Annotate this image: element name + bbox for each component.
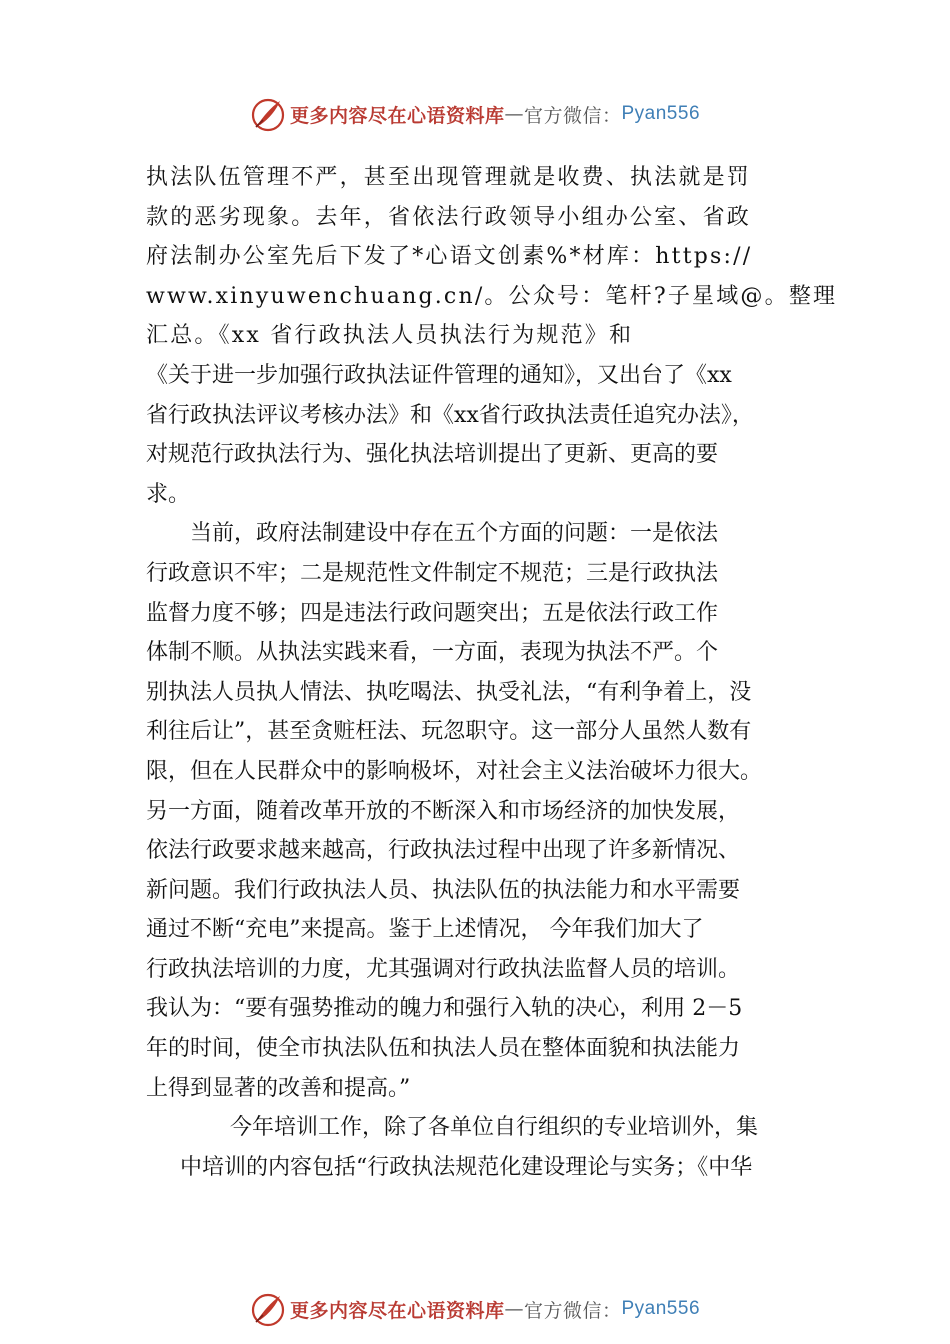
text-line: 省行政执法评议考核办法》和《xx省行政执法责任追究办法》，: [146, 402, 754, 428]
text-line: 依法行政要求越来越高，行政执法过程中出现了许多新情况、: [146, 838, 741, 864]
banner-wechat-id: Pyan556: [621, 1298, 701, 1319]
paragraph-start-line: 今年培训工作，除了各单位自行组织的专业培训外，集: [230, 1115, 759, 1141]
text-line: 别执法人员执人情法、执吃喝法、执受礼法，“有利争着上，没: [146, 679, 752, 705]
text-line: 行政执法培训的力度，尤其强调对行政执法监督人员的培训。: [146, 956, 741, 982]
document-body: [146, 158, 846, 1187]
text-line: 行政意识不牢；二是规范性文件制定不规范；三是行政执法: [146, 560, 719, 586]
header-watermark: [0, 94, 950, 134]
banner-library-text: 更多内容尽在心语资料库: [289, 1299, 505, 1322]
text-line: 《关于进一步加强行政执法证件管理的通知》，又出台了《xx: [146, 362, 732, 388]
footer-watermark: [0, 1289, 950, 1329]
text-line: 对规范行政执法行为、强化执法培训提出了更新、更高的要: [146, 442, 719, 468]
banner-dash: —: [504, 1298, 524, 1320]
text-line: 监督力度不够；四是违法行政问题突出；五是依法行政工作: [146, 600, 719, 626]
text-line: www.xinyuwenchuang.cn/。公众号：笔杆?子星域@。整理: [146, 283, 838, 309]
text-line: 款的恶劣现象。去年，省依法行政领导小组办公室、省政: [146, 204, 752, 230]
text-line: 上得到显著的改善和提高。”: [146, 1075, 411, 1101]
text-line: 通过不断“充电”来提高。鉴于上述情况， 今年我们加大了: [146, 917, 704, 943]
text-line: 执法队伍管理不严，甚至出现管理就是收费、执法就是罚: [146, 165, 752, 190]
text-line: 另一方面，随着改革开放的不断深入和市场经济的加快发展，: [146, 798, 741, 824]
text-line: 限，但在人民群众中的影响极坏，对社会主义法治破坏力很大。: [146, 758, 763, 784]
feather-pen-logo-icon: [250, 1291, 286, 1327]
banner-dash: —: [504, 103, 524, 125]
banner-library-text: 更多内容尽在心语资料库: [289, 104, 505, 127]
text-line: 中培训的内容包括“行政执法规范化建设理论与实务；《中华: [180, 1154, 753, 1180]
banner-wechat-label: 官方微信：: [523, 1299, 622, 1322]
text-line: 府法制办公室先后下发了*心语文创素%*材库：https://: [146, 244, 753, 270]
banner-wechat-label: 官方微信：: [523, 104, 622, 127]
text-line: 汇总。《xx 省行政执法人员执法行为规范》和: [146, 323, 634, 349]
text-line: 利往后让”，甚至贪赃枉法、玩忽职守。这一部分人虽然人数有: [146, 719, 752, 745]
text-line: 体制不顺。从执法实践来看，一方面，表现为执法不严。个: [146, 640, 719, 666]
feather-pen-logo-icon: [250, 96, 286, 132]
text-line: 求。: [146, 481, 191, 507]
paragraph-start-line: 当前，政府法制建设中存在五个方面的问题：一是依法: [190, 521, 719, 547]
banner-wechat-id: Pyan556: [621, 103, 701, 124]
text-line: 新问题。我们行政执法人员、执法队伍的执法能力和水平需要: [146, 877, 741, 903]
text-line: 我认为：“要有强势推动的魄力和强行入轨的决心，利用 2－5: [146, 996, 743, 1022]
text-line: 年的时间，使全市执法队伍和执法人员在整体面貌和执法能力: [146, 1036, 741, 1062]
